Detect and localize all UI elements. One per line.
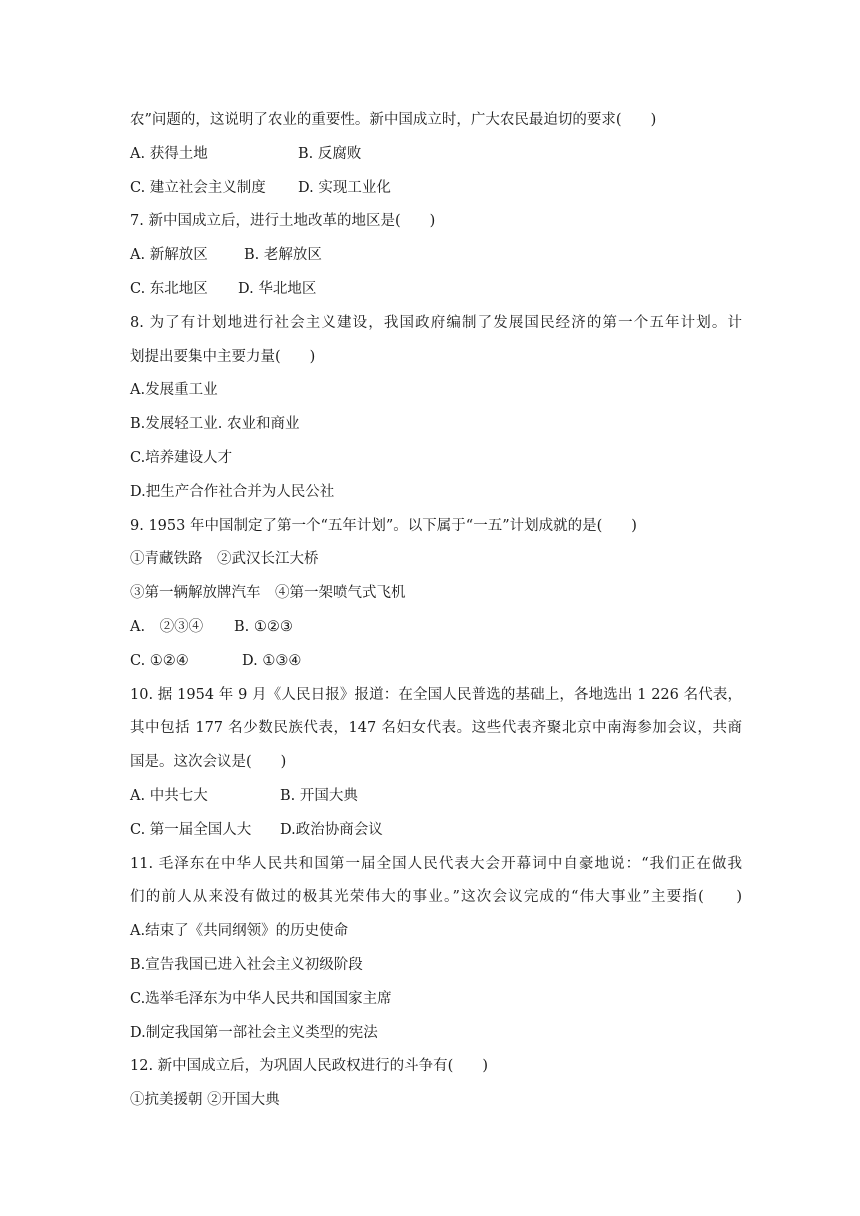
text-line — [130, 814, 742, 848]
text-line: 7. 新中国成立后，进行土地改革的地区是( ) — [130, 213, 436, 230]
text-line: ①抗美援朝 ②开国大典 — [130, 1092, 280, 1109]
text-line: D.把生产合作社合并为人民公社 — [130, 483, 335, 500]
text-line: 划提出要集中主要力量( ) — [130, 348, 316, 365]
text-line — [130, 645, 742, 679]
answer-option: A. 中共七大 — [130, 787, 208, 804]
text-line: C.培养建设人才 — [130, 449, 233, 466]
text-line: A.结束了《共同纲领》的历史使命 — [130, 923, 349, 940]
text-line: D.制定我国第一部社会主义类型的宪法 — [130, 1024, 378, 1041]
answer-option: D. ①③④ — [242, 652, 302, 669]
answer-option: B. 老解放区 — [244, 247, 322, 264]
text-line: 9. 1953 年中国制定了第一个“五年计划”。以下属于“一五”计划成就的是( ) — [130, 517, 637, 534]
question-text — [130, 104, 742, 1118]
text-line: 其中包括 177 名少数民族代表，147 名妇女代表。这些代表齐聚北京中南海参加会议，共商 — [130, 720, 742, 737]
text-line: 10. 据 1954 年 9 月《人民日报》报道：在全国人民普选的基础上，各地选出 1 226 名代表， — [130, 686, 742, 703]
text-line: 们的前人从来没有做过的极其光荣伟大的事业。”这次会议完成的“伟大事业”主要指( ) — [130, 889, 742, 906]
answer-option: D. 华北地区 — [238, 280, 317, 297]
text-line: 农”问题的，这说明了农业的重要性。新中国成立时，广大农民最迫切的要求( ) — [130, 112, 657, 128]
answer-option: C. 建立社会主义制度 — [130, 179, 266, 196]
text-line: 11. 毛泽东在中华人民共和国第一届全国人民代表大会开幕词中自豪地说：“我们正在做我 — [130, 855, 742, 872]
text-line: ③第一辆解放牌汽车 ④第一架喷气式飞机 — [130, 585, 406, 602]
answer-option: D.政治协商会议 — [280, 821, 383, 838]
answer-option: B. 开国大典 — [280, 787, 358, 804]
text-line — [130, 138, 742, 172]
answer-option: C. 东北地区 — [130, 280, 208, 297]
answer-option: A. 新解放区 — [130, 247, 208, 264]
text-line: ①青藏铁路 ②武汉长江大桥 — [130, 551, 319, 568]
answer-option: A. 获得土地 — [130, 145, 208, 162]
text-line — [130, 273, 742, 307]
answer-option: B. 反腐败 — [298, 145, 362, 162]
answer-option: D. 实现工业化 — [298, 179, 391, 196]
answer-option: C. ①②④ — [130, 652, 189, 669]
answer-option: C. 第一届全国人大 — [130, 821, 252, 838]
text-line — [130, 611, 742, 645]
text-line: 国是。这次会议是( ) — [130, 754, 287, 771]
text-line: B.宣告我国已进入社会主义初级阶段 — [130, 956, 363, 973]
text-line — [130, 239, 742, 273]
text-line: B.发展轻工业. 农业和商业 — [130, 416, 300, 433]
answer-option: A. ②③④ — [130, 618, 204, 635]
text-line: A.发展重工业 — [130, 382, 218, 399]
answer-option: B. ①②③ — [234, 618, 293, 635]
text-line: 12. 新中国成立后，为巩固人民政权进行的斗争有( ) — [130, 1058, 488, 1075]
text-line: C.选举毛泽东为中华人民共和国国家主席 — [130, 990, 392, 1007]
text-line — [130, 780, 742, 814]
text-line: 8. 为了有计划地进行社会主义建设，我国政府编制了发展国民经济的第一个五年计划。计 — [130, 314, 742, 331]
text-line — [130, 172, 742, 206]
